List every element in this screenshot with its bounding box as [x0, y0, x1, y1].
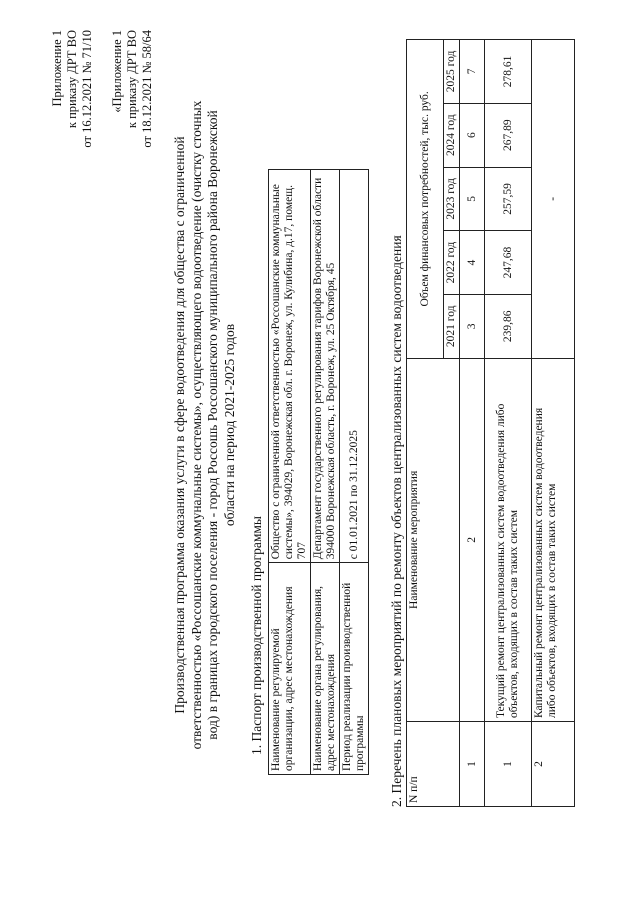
- value-cell: [485, 294, 532, 358]
- value-text: 247,68: [501, 246, 514, 279]
- value-cell-merged: [532, 40, 575, 359]
- annex-line: «Приложение 1: [110, 30, 124, 113]
- table-header-row: [407, 40, 444, 807]
- annex-line: к приказу ДРТ ВО: [125, 30, 139, 129]
- cell-text: Общество с ограниченной ответственностью «Россошанские коммунальные: [270, 184, 282, 560]
- title-line: ответственностью «Россошанские коммунальные системы», осуществляющего водоотведение (очистку сточных: [188, 100, 204, 750]
- value-text: -: [546, 196, 559, 201]
- cell-text: Капитальный ремонт централизованных систем водоотведения: [533, 407, 545, 719]
- header-num-cell: [407, 722, 460, 807]
- cell-text: с 01.01.2021 по 31.12.2025: [347, 430, 360, 560]
- index-cell: [460, 231, 485, 295]
- passport-value-cell: [311, 170, 340, 563]
- table-row: [269, 170, 311, 775]
- section-2-heading: 2. Перечень плановых мероприятий по ремонту объектов централизованных систем водоотведения: [389, 235, 404, 807]
- header-text: 2024 год: [445, 114, 457, 156]
- row-name-cell: [532, 358, 575, 721]
- cell-text: либо объектов, входящих в состав таких систем: [546, 483, 558, 719]
- annex-reference-current: [50, 30, 95, 290]
- title-line: вод) в границах городского поселения - город Россошь Россошанского муниципального района Воронежской: [205, 110, 220, 740]
- annex-line: от 18.12.2021 № 58/64: [140, 30, 154, 148]
- index-text: 4: [465, 259, 478, 266]
- value-cell: [485, 40, 532, 104]
- value-cell: [485, 103, 532, 167]
- header-text: N п/п: [408, 776, 420, 803]
- table-row: [485, 40, 532, 807]
- cell-text: программы: [354, 715, 366, 771]
- annex-line: от 16.12.2021 № 71/10: [80, 30, 94, 148]
- cell-text: Департамент государственного регулирования тарифов Воронежской области: [312, 177, 324, 560]
- cell-text: Наименование регулируемой: [270, 628, 282, 771]
- cell-text: Текущий ремонт централизованных систем водоотведения либо: [495, 403, 507, 719]
- index-cell: [460, 103, 485, 167]
- cell-text: организации, адрес местонахождения: [283, 586, 295, 771]
- cell-text: Период реализации производственной: [341, 582, 353, 771]
- header-name-cell: [407, 358, 460, 721]
- table-row: [532, 40, 575, 807]
- value-text: 257,59: [501, 183, 514, 215]
- header-finance-cell: [407, 40, 444, 359]
- passport-value-cell: [269, 170, 311, 563]
- header-text: 2023 год: [445, 178, 457, 220]
- table-index-row: [460, 40, 485, 807]
- title-line: области на период 2021-2025 годов: [221, 323, 237, 527]
- row-num-cell: [485, 722, 532, 807]
- row-num: 1: [501, 761, 514, 767]
- row-num: 2: [533, 761, 545, 767]
- index-cell: [460, 722, 485, 807]
- passport-label-cell: [269, 563, 311, 775]
- annex-line: Приложение 1: [50, 30, 64, 107]
- index-cell: [460, 40, 485, 104]
- repair-measures-table: [406, 39, 575, 807]
- header-year-cell: [444, 231, 460, 295]
- value-text: 267,89: [501, 119, 514, 151]
- row-name-cell: [485, 358, 532, 721]
- header-year-cell: [444, 103, 460, 167]
- index-text: 5: [465, 196, 478, 202]
- header-text: 2022 год: [445, 241, 457, 284]
- index-cell: [460, 358, 485, 721]
- annex-line: к приказу ДРТ ВО: [65, 30, 79, 129]
- value-text: 239,86: [501, 310, 514, 343]
- index-cell: [460, 294, 485, 358]
- cell-text: 394000 Воронежская область, г. Воронеж, ул. 25 Октября, 45: [325, 262, 337, 560]
- value-cell: [485, 231, 532, 295]
- header-year-cell: [444, 167, 460, 231]
- annex-reference-previous: [110, 30, 155, 290]
- title-line: Производственная программа оказания услуги в сфере водоотведения для общества с ограниченной: [172, 136, 187, 714]
- passport-label-cell: [311, 563, 340, 775]
- header-text: 2021 год: [445, 305, 457, 348]
- section-1-heading: 1. Паспорт производственной программы: [249, 516, 264, 755]
- table-row: [340, 170, 369, 775]
- index-text: 6: [465, 132, 478, 139]
- index-text: 7: [465, 68, 478, 75]
- header-text: Объем финансовых потребностей, тыс. руб.: [418, 91, 431, 307]
- header-year-cell: [444, 294, 460, 358]
- passport-value-cell: [340, 170, 369, 563]
- header-text: Наименование мероприятия: [408, 470, 420, 609]
- value-cell: [485, 167, 532, 231]
- header-text: 2025 год: [445, 50, 457, 93]
- index-text: 1: [465, 761, 478, 767]
- cell-text: адрес местонахождения: [325, 653, 337, 771]
- passport-label-cell: [340, 563, 369, 775]
- index-text: 2: [465, 536, 478, 543]
- table-row: [311, 170, 340, 775]
- cell-text: объектов, входящих в состав таких систем: [508, 509, 520, 719]
- value-text: 278,61: [501, 55, 514, 88]
- header-year-cell: [444, 40, 460, 104]
- passport-table: [268, 169, 369, 775]
- index-text: 3: [465, 323, 478, 330]
- index-cell: [460, 167, 485, 231]
- cell-text: системы», 394029, Воронежская обл. г. Воронеж, ул. Кулибина, д.17, помещ. 707: [283, 185, 308, 560]
- cell-text: Наименование органа регулирования,: [312, 585, 324, 771]
- row-num-cell: [532, 722, 575, 807]
- document-title: [172, 75, 238, 775]
